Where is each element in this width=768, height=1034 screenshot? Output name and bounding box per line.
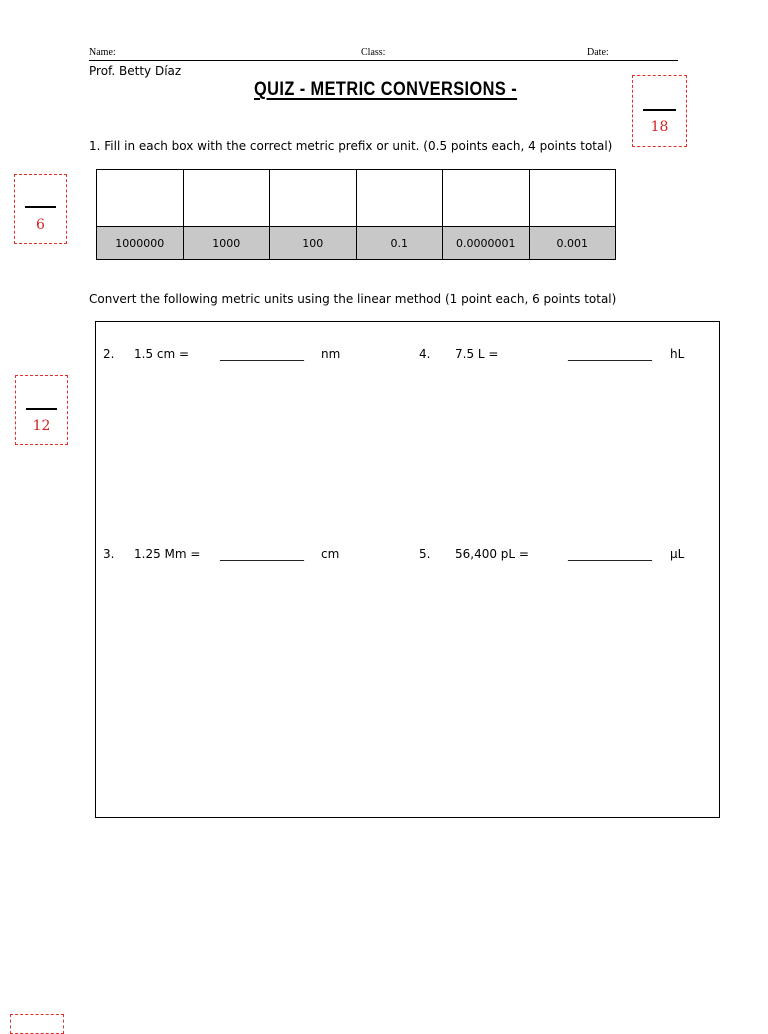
problem-unit: hL: [670, 347, 685, 361]
answer-blank[interactable]: ______________: [568, 547, 652, 561]
class-label: Class:: [361, 47, 386, 58]
answer-blank[interactable]: ______________: [220, 347, 304, 361]
answer-cell[interactable]: [529, 170, 616, 227]
table-row: [97, 170, 616, 227]
score-box-partial: [10, 1014, 64, 1034]
work-area: [95, 321, 720, 818]
answer-cell[interactable]: [356, 170, 443, 227]
problem-given: 7.5 L =: [455, 347, 499, 361]
problem-unit: nm: [321, 347, 341, 361]
value-cell: 0.0000001: [443, 227, 530, 260]
answer-cell[interactable]: [443, 170, 530, 227]
problem-given: 1.25 Mm =: [134, 547, 201, 561]
problem-unit: cm: [321, 547, 340, 561]
value-cell: 1000000: [97, 227, 184, 260]
score-box-total: [632, 75, 687, 147]
answer-cell[interactable]: [270, 170, 357, 227]
value-cell: 1000: [183, 227, 270, 260]
score-box-section2: [15, 375, 68, 445]
problem-number: 4.: [419, 347, 431, 361]
answer-blank[interactable]: ______________: [568, 347, 652, 361]
answer-cell[interactable]: [97, 170, 184, 227]
teacher-name: Prof. Betty Díaz: [89, 64, 182, 78]
problem-given: 1.5 cm =: [134, 347, 190, 361]
page-title: QUIZ - METRIC CONVERSIONS -: [254, 79, 518, 100]
score-total: 6: [36, 217, 45, 233]
header-rule: [89, 60, 678, 61]
problem-number: 3.: [103, 547, 115, 561]
name-label: Name:: [89, 47, 116, 58]
problem-given: 56,400 pL =: [455, 547, 529, 561]
score-blank-line: [643, 109, 676, 111]
value-cell: 0.001: [529, 227, 616, 260]
date-label: Date:: [587, 47, 609, 58]
answer-blank[interactable]: ______________: [220, 547, 304, 561]
value-cell: 0.1: [356, 227, 443, 260]
problem-unit: µL: [670, 547, 685, 561]
score-total: 12: [32, 418, 51, 434]
problem-number: 5.: [419, 547, 431, 561]
table-row: [97, 227, 616, 260]
problem-number: 2.: [103, 347, 115, 361]
score-blank-line: [25, 206, 56, 208]
score-total: 18: [650, 119, 669, 135]
score-box-question1: [14, 174, 67, 244]
answer-cell[interactable]: [183, 170, 270, 227]
section-2-instructions: Convert the following metric units using the linear method (1 point each, 6 points total): [89, 292, 617, 306]
score-blank-line: [26, 408, 57, 410]
value-cell: 100: [270, 227, 357, 260]
question-1-text: 1. Fill in each box with the correct metric prefix or unit. (0.5 points each, 4 points total): [89, 139, 613, 153]
prefix-table: [96, 169, 616, 260]
